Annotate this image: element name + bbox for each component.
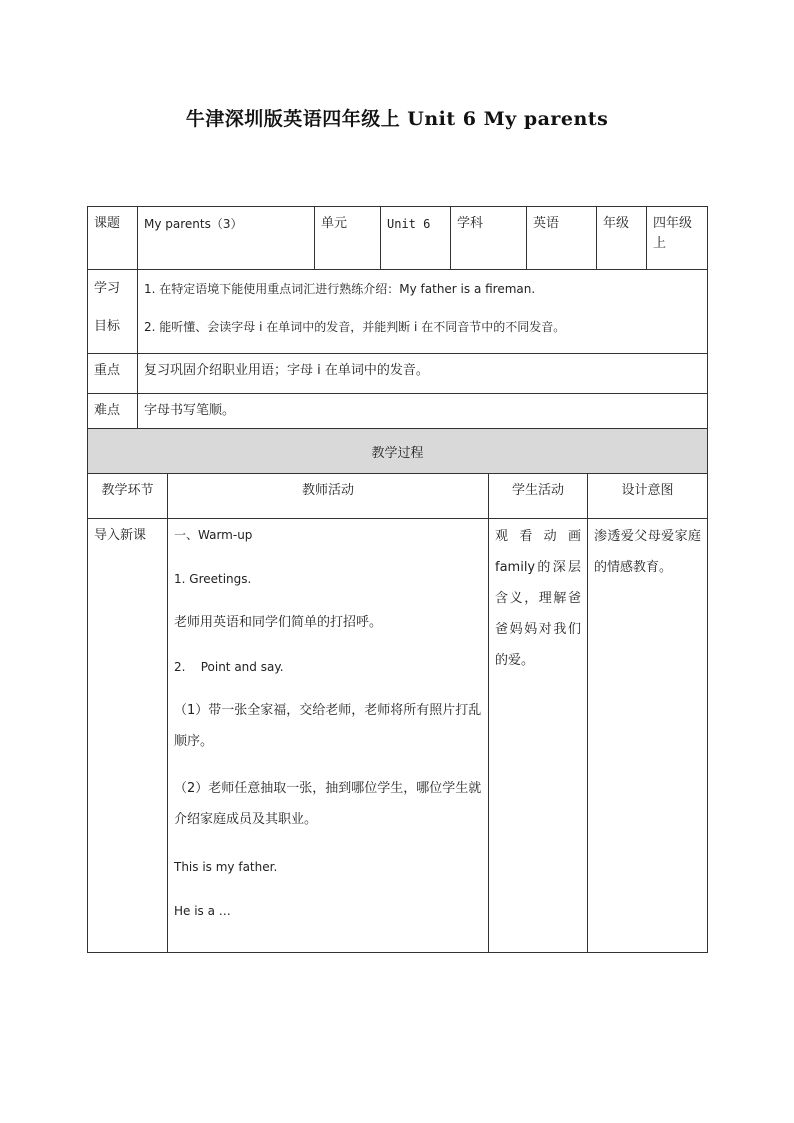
objectives-list	[138, 270, 708, 354]
student-activity: 观看动画family的深层含义，理解爸爸妈妈对我们的爱。	[489, 519, 588, 953]
teacher-line: This is my father.	[174, 860, 278, 874]
subject-value: 英语	[527, 207, 597, 270]
label-unit: 单元	[315, 207, 381, 270]
teaching-process-table	[87, 428, 708, 953]
teacher-activity	[168, 519, 489, 953]
header-teacher: 教师活动	[168, 474, 489, 519]
document-title: 牛津深圳版英语四年级上 Unit 6 My parents	[185, 108, 609, 130]
label-subject: 学科	[451, 207, 527, 270]
objective-item: 2. 能听懂、会读字母 i 在单词中的发音，并能判断 i 在不同音节中的不同发音。	[144, 320, 566, 334]
teacher-line: 老师用英语和同学们简单的打招呼。	[174, 615, 383, 630]
unit-value: Unit 6	[381, 207, 451, 270]
label-difficulties: 难点	[88, 394, 138, 434]
section-title: 教学过程	[88, 429, 708, 474]
header-design: 设计意图	[588, 474, 708, 519]
teacher-line: （2）老师任意抽取一张，抽到哪位学生，哪位学生就介绍家庭成员及其职业。	[174, 781, 482, 827]
teacher-line: 2. Point and say.	[174, 660, 284, 674]
lesson-info-table	[87, 206, 708, 434]
teacher-line: 1. Greetings.	[174, 572, 252, 586]
teacher-line: （1）带一张全家福，交给老师，老师将所有照片打乱顺序。	[174, 703, 482, 749]
key-points-text: 复习巩固介绍职业用语；字母 i 在单词中的发音。	[138, 354, 708, 394]
teacher-line: He is a …	[174, 904, 231, 918]
label-key-points: 重点	[88, 354, 138, 394]
header-stage: 教学环节	[88, 474, 168, 519]
objective-item: 1. 在特定语境下能使用重点词汇进行熟练介绍：My father is a fireman.	[144, 282, 536, 296]
grade-value: 四年级上	[647, 207, 708, 270]
label-grade: 年级	[597, 207, 647, 270]
header-student: 学生活动	[489, 474, 588, 519]
topic-value: My parents（3）	[138, 207, 315, 270]
label-topic: 课题	[88, 207, 138, 270]
difficulties-text: 字母书写笔顺。	[138, 394, 708, 434]
stage-cell: 导入新课	[88, 519, 168, 953]
design-intent: 渗透爱父母爱家庭的情感教育。	[588, 519, 708, 953]
teacher-line: 一、Warm-up	[174, 528, 253, 542]
label-objectives: 学习 目标	[88, 270, 138, 354]
